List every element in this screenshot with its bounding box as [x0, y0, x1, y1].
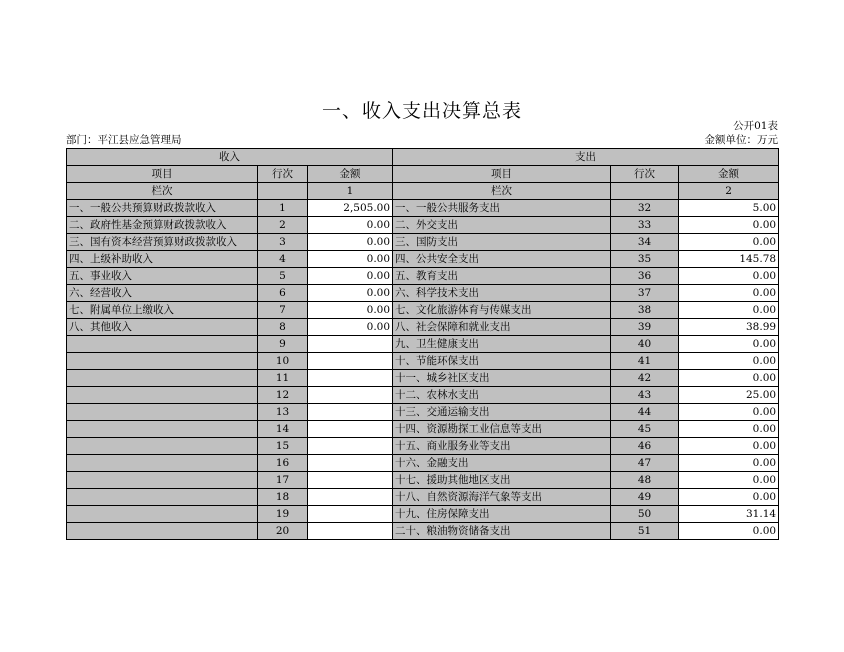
- income-item-cell: 二、政府性基金预算财政拨款收入: [67, 217, 258, 234]
- income-item-cell: [67, 421, 258, 438]
- income-amount-cell: [308, 472, 393, 489]
- expense-line-cell: 41: [611, 353, 679, 370]
- income-line-cell: 15: [258, 438, 308, 455]
- income-amount-cell: [308, 387, 393, 404]
- income-line-cell: 16: [258, 455, 308, 472]
- income-amount-cell: 0.00: [308, 251, 393, 268]
- income-item-cell: 八、其他收入: [67, 319, 258, 336]
- income-line-cell: 12: [258, 387, 308, 404]
- expense-amount-cell: 0.00: [679, 472, 779, 489]
- expense-line-cell: 45: [611, 421, 679, 438]
- column-number-row: [67, 183, 779, 200]
- table-row: [67, 489, 779, 506]
- income-item-cell: 七、附属单位上缴收入: [67, 302, 258, 319]
- income-line-header: 行次: [258, 166, 308, 183]
- income-amount-cell: [308, 506, 393, 523]
- expense-item-cell: 二十、粮油物资储备支出: [393, 523, 611, 540]
- income-line-cell: 20: [258, 523, 308, 540]
- income-line-cell: 11: [258, 370, 308, 387]
- expense-column-label: 栏次: [393, 183, 611, 200]
- expense-amount-cell: 0.00: [679, 523, 779, 540]
- expense-header: 支出: [393, 149, 779, 166]
- income-line-cell: 19: [258, 506, 308, 523]
- income-line-cell: 7: [258, 302, 308, 319]
- income-amount-cell: 0.00: [308, 217, 393, 234]
- income-amount-cell: 0.00: [308, 302, 393, 319]
- income-amount-cell: [308, 336, 393, 353]
- expense-amount-cell: 0.00: [679, 285, 779, 302]
- income-line-cell: 9: [258, 336, 308, 353]
- expense-line-cell: 43: [611, 387, 679, 404]
- expense-item-cell: 五、教育支出: [393, 268, 611, 285]
- expense-line-cell: 35: [611, 251, 679, 268]
- income-line-cell: 17: [258, 472, 308, 489]
- income-amount-cell: 0.00: [308, 285, 393, 302]
- income-amount-cell: [308, 489, 393, 506]
- income-amount-cell: [308, 404, 393, 421]
- income-amount-cell: 0.00: [308, 319, 393, 336]
- income-amount-cell: [308, 421, 393, 438]
- income-expense-table: [66, 148, 779, 540]
- income-column-number: 1: [308, 183, 393, 200]
- expense-column-number: 2: [679, 183, 779, 200]
- income-item-cell: [67, 353, 258, 370]
- table-row: [67, 370, 779, 387]
- expense-item-cell: 十四、资源勘探工业信息等支出: [393, 421, 611, 438]
- expense-line-cell: 47: [611, 455, 679, 472]
- expense-item-cell: 十一、城乡社区支出: [393, 370, 611, 387]
- table-row: [67, 523, 779, 540]
- expense-line-cell: 42: [611, 370, 679, 387]
- income-line-cell: 8: [258, 319, 308, 336]
- income-amount-cell: [308, 438, 393, 455]
- table-row: [67, 404, 779, 421]
- income-amount-cell: 2,505.00: [308, 200, 393, 217]
- income-header: 收入: [67, 149, 393, 166]
- expense-item-cell: 二、外交支出: [393, 217, 611, 234]
- form-number: 公开01表: [733, 120, 778, 132]
- expense-item-cell: 十三、交通运输支出: [393, 404, 611, 421]
- income-line-cell: 3: [258, 234, 308, 251]
- table-row: [67, 251, 779, 268]
- income-item-cell: [67, 472, 258, 489]
- table-row: [67, 472, 779, 489]
- expense-line-cell: 51: [611, 523, 679, 540]
- expense-item-cell: 十二、农林水支出: [393, 387, 611, 404]
- expense-item-cell: 十、节能环保支出: [393, 353, 611, 370]
- expense-amount-cell: 0.00: [679, 234, 779, 251]
- income-line-cell: 14: [258, 421, 308, 438]
- table-row: [67, 285, 779, 302]
- table-row: [67, 387, 779, 404]
- income-amount-cell: [308, 353, 393, 370]
- expense-line-cell: 37: [611, 285, 679, 302]
- expense-line-number-blank: [611, 183, 679, 200]
- table-row: [67, 506, 779, 523]
- table-row: [67, 217, 779, 234]
- income-item-cell: [67, 404, 258, 421]
- expense-amount-cell: 0.00: [679, 268, 779, 285]
- income-item-cell: 六、经营收入: [67, 285, 258, 302]
- expense-amount-cell: 5.00: [679, 200, 779, 217]
- income-item-cell: [67, 455, 258, 472]
- income-amount-header: 金额: [308, 166, 393, 183]
- expense-amount-cell: 145.78: [679, 251, 779, 268]
- expense-line-cell: 38: [611, 302, 679, 319]
- expense-item-cell: 三、国防支出: [393, 234, 611, 251]
- income-line-cell: 18: [258, 489, 308, 506]
- income-item-cell: [67, 523, 258, 540]
- table-row: [67, 438, 779, 455]
- table-row: [67, 268, 779, 285]
- column-header-row: [67, 166, 779, 183]
- expense-line-cell: 50: [611, 506, 679, 523]
- income-item-cell: [67, 489, 258, 506]
- expense-amount-cell: 31.14: [679, 506, 779, 523]
- expense-line-cell: 49: [611, 489, 679, 506]
- expense-item-cell: 六、科学技术支出: [393, 285, 611, 302]
- expense-item-cell: 十八、自然资源海洋气象等支出: [393, 489, 611, 506]
- income-item-cell: [67, 370, 258, 387]
- expense-amount-cell: 0.00: [679, 370, 779, 387]
- income-line-cell: 10: [258, 353, 308, 370]
- expense-amount-cell: 0.00: [679, 438, 779, 455]
- expense-item-cell: 八、社会保障和就业支出: [393, 319, 611, 336]
- expense-amount-cell: 0.00: [679, 302, 779, 319]
- table-row: [67, 319, 779, 336]
- expense-line-cell: 36: [611, 268, 679, 285]
- income-item-cell: 四、上级补助收入: [67, 251, 258, 268]
- income-amount-cell: 0.00: [308, 234, 393, 251]
- table-row: [67, 421, 779, 438]
- income-line-cell: 5: [258, 268, 308, 285]
- expense-line-cell: 39: [611, 319, 679, 336]
- table-row: [67, 455, 779, 472]
- income-item-cell: 一、一般公共预算财政拨款收入: [67, 200, 258, 217]
- income-amount-cell: [308, 455, 393, 472]
- expense-item-cell: 七、文化旅游体育与传媒支出: [393, 302, 611, 319]
- income-line-cell: 1: [258, 200, 308, 217]
- income-amount-cell: 0.00: [308, 268, 393, 285]
- income-item-cell: [67, 387, 258, 404]
- expense-line-cell: 32: [611, 200, 679, 217]
- expense-line-cell: 34: [611, 234, 679, 251]
- expense-item-cell: 十七、援助其他地区支出: [393, 472, 611, 489]
- expense-item-cell: 九、卫生健康支出: [393, 336, 611, 353]
- expense-amount-cell: 0.00: [679, 404, 779, 421]
- table-row: [67, 234, 779, 251]
- expense-amount-cell: 0.00: [679, 217, 779, 234]
- income-amount-cell: [308, 370, 393, 387]
- expense-amount-header: 金额: [679, 166, 779, 183]
- income-line-cell: 2: [258, 217, 308, 234]
- income-item-cell: 三、国有资本经营预算财政拨款收入: [67, 234, 258, 251]
- expense-line-cell: 33: [611, 217, 679, 234]
- income-line-cell: 4: [258, 251, 308, 268]
- expense-item-cell: 十九、住房保障支出: [393, 506, 611, 523]
- expense-amount-cell: 38.99: [679, 319, 779, 336]
- expense-line-header: 行次: [611, 166, 679, 183]
- department-label: 部门：平江县应急管理局: [66, 134, 182, 146]
- expense-item-cell: 十五、商业服务业等支出: [393, 438, 611, 455]
- expense-item-cell: 四、公共安全支出: [393, 251, 611, 268]
- expense-amount-cell: 0.00: [679, 353, 779, 370]
- expense-item-cell: 十六、金融支出: [393, 455, 611, 472]
- expense-line-cell: 44: [611, 404, 679, 421]
- page-title: 一、收入支出决算总表: [321, 100, 522, 122]
- income-item-cell: [67, 336, 258, 353]
- income-column-label: 栏次: [67, 183, 258, 200]
- expense-amount-cell: 0.00: [679, 455, 779, 472]
- income-amount-cell: [308, 523, 393, 540]
- table-row: [67, 353, 779, 370]
- expense-amount-cell: 25.00: [679, 387, 779, 404]
- table-row: [67, 200, 779, 217]
- income-item-cell: 五、事业收入: [67, 268, 258, 285]
- unit-label: 金额单位：万元: [704, 134, 778, 146]
- expense-amount-cell: 0.00: [679, 489, 779, 506]
- expense-line-cell: 46: [611, 438, 679, 455]
- table-row: [67, 302, 779, 319]
- income-item-cell: [67, 438, 258, 455]
- expense-amount-cell: 0.00: [679, 336, 779, 353]
- expense-item-header: 项目: [393, 166, 611, 183]
- expense-line-cell: 40: [611, 336, 679, 353]
- income-item-cell: [67, 506, 258, 523]
- expense-amount-cell: 0.00: [679, 421, 779, 438]
- expense-line-cell: 48: [611, 472, 679, 489]
- income-line-cell: 6: [258, 285, 308, 302]
- income-line-cell: 13: [258, 404, 308, 421]
- income-line-number-blank: [258, 183, 308, 200]
- expense-item-cell: 一、一般公共服务支出: [393, 200, 611, 217]
- income-item-header: 项目: [67, 166, 258, 183]
- section-header-row: [67, 149, 779, 166]
- table-row: [67, 336, 779, 353]
